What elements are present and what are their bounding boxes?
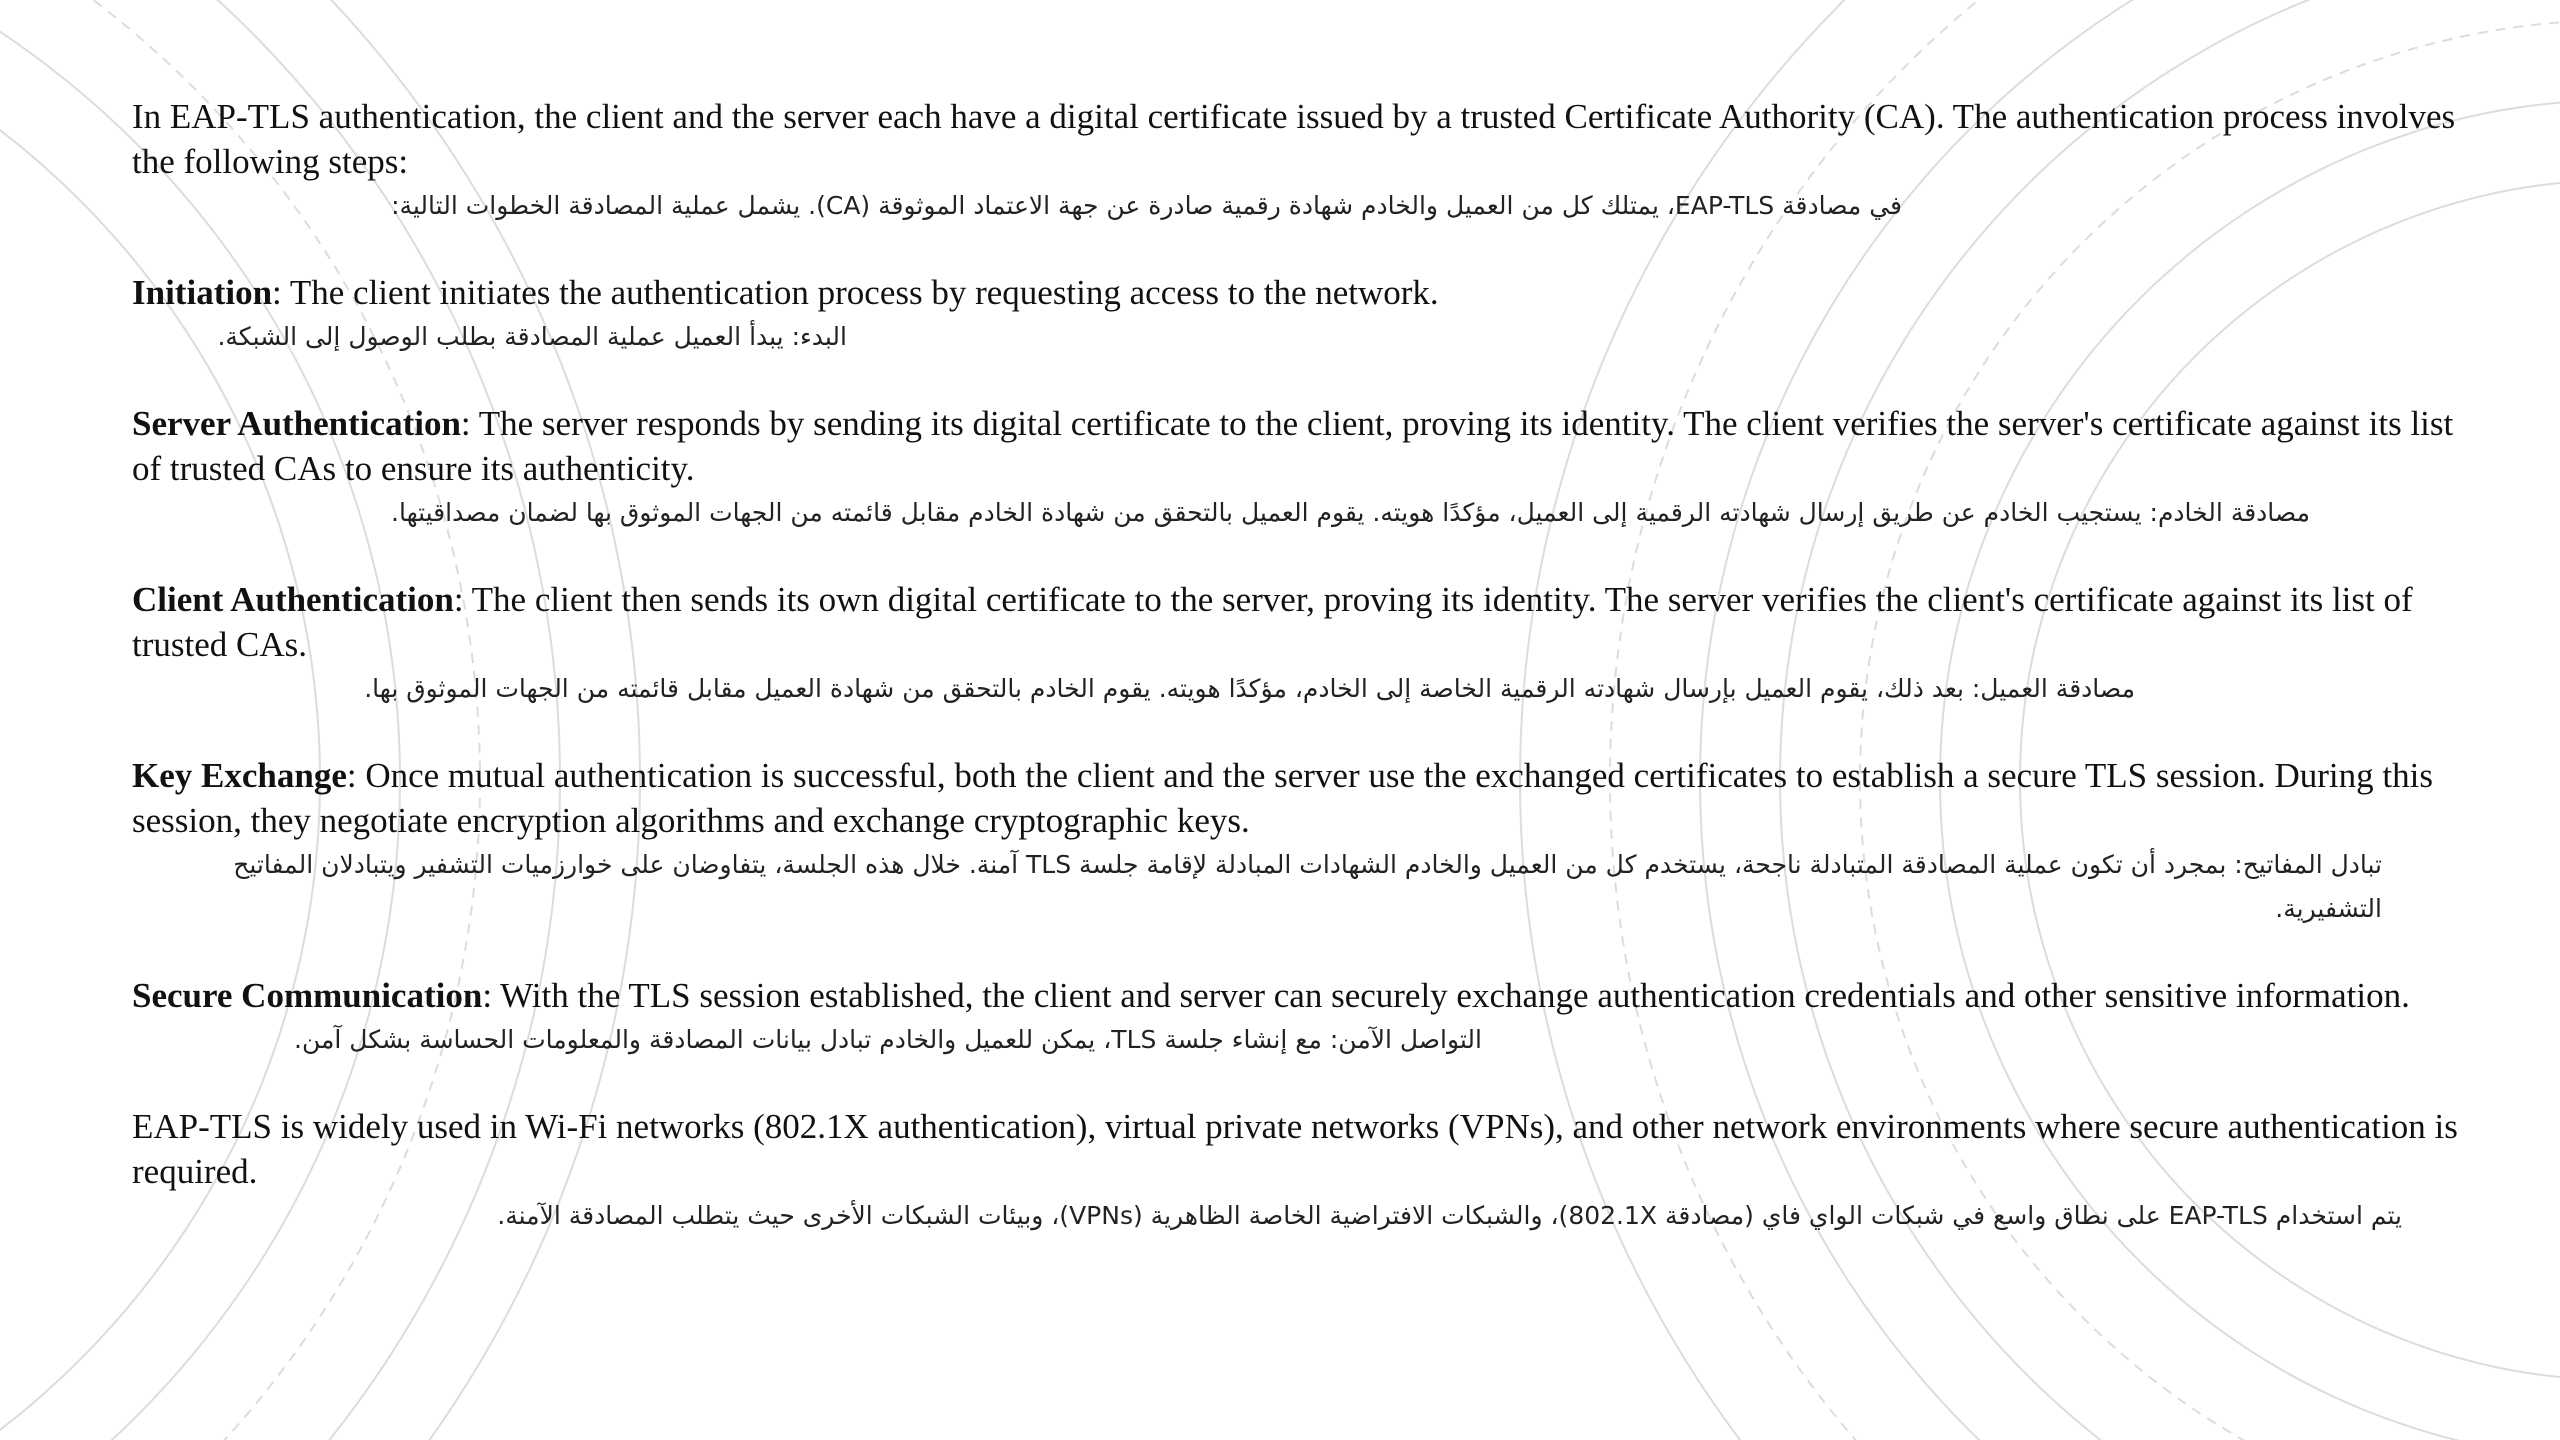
- step-secure-communication: [132, 973, 2462, 1062]
- step-title: Secure Communication: [132, 976, 483, 1015]
- step-key-exchange: [132, 753, 2462, 931]
- step-paragraph: [132, 973, 2462, 1018]
- step-paragraph: [132, 753, 2462, 843]
- step-title: Initiation: [132, 273, 273, 312]
- closing-english: EAP-TLS is widely used in Wi-Fi networks (802.1X authentication), virtual private networks (VPNs), and other network environments where secure authentication is required.: [132, 1107, 2458, 1191]
- step-text: : The client initiates the authentication process by requesting access to the network.: [272, 273, 1439, 312]
- step-arabic: مصادقة العميل: بعد ذلك، يقوم العميل بإرسال شهادته الرقمية الخاصة إلى الخادم، مؤكدًا هويته. يقوم الخادم بالتحقق من شهادة العميل مقابل قائمته من الجهات الموثوق بها.: [364, 674, 2135, 703]
- step-title: Key Exchange: [132, 756, 347, 795]
- slide-content: [132, 94, 2462, 1238]
- step-arabic: البدء: يبدأ العميل عملية المصادقة بطلب الوصول إلى الشبكة.: [217, 322, 847, 351]
- step-client-authentication: [132, 577, 2462, 711]
- step-paragraph: [132, 577, 2462, 667]
- step-paragraph: [132, 401, 2462, 491]
- step-arabic: تبادل المفاتيح: بمجرد أن تكون عملية المصادقة المتبادلة ناجحة، يستخدم كل من العميل والخادم الشهادات المبادلة لإقامة جلسة TLS آمنة. خلال هذه الجلسة، يتفاوضان على خوارزميات التشفير ويتبادلان المفاتيح التشفيرية.: [233, 850, 2382, 923]
- intro-section: [132, 94, 2462, 228]
- step-title: Server Authentication: [132, 404, 461, 443]
- step-arabic: مصادقة الخادم: يستجيب الخادم عن طريق إرسال شهادته الرقمية إلى العميل، مؤكدًا هويته. يقوم العميل بالتحقق من شهادة الخادم مقابل قائمته من الجهات الموثوق بها لضمان مصداقيتها.: [391, 498, 2310, 527]
- step-arabic: التواصل الآمن: مع إنشاء جلسة TLS، يمكن للعميل والخادم تبادل بيانات المصادقة والمعلومات الحساسة بشكل آمن.: [294, 1025, 1482, 1054]
- step-text: : The server responds by sending its digital certificate to the client, proving its identity. The client verifies the server's certificate against its list of trusted CAs to ensure its authenticity.: [132, 404, 2454, 488]
- intro-english: In EAP-TLS authentication, the client and the server each have a digital certificate issued by a trusted Certificate Authority (CA). The authentication process involves the following steps:: [132, 97, 2456, 181]
- step-paragraph: [132, 270, 2462, 315]
- step-title: Client Authentication: [132, 580, 454, 619]
- step-text: : The client then sends its own digital certificate to the server, proving its identity. The server verifies the client's certificate against its list of trusted CAs.: [132, 580, 2413, 664]
- closing-section: [132, 1104, 2462, 1238]
- intro-arabic: في مصادقة EAP-TLS، يمتلك كل من العميل والخادم شهادة رقمية صادرة عن جهة الاعتماد الموثوقة (CA). يشمل عملية المصادقة الخطوات التالية:: [391, 191, 1902, 220]
- closing-arabic: يتم استخدام EAP-TLS على نطاق واسع في شبكات الواي فاي (مصادقة 802.1X)، والشبكات الافتراضية الخاصة الظاهرية (VPNs)، وبيئات الشبكات الأخرى حيث يتطلب المصادقة الآمنة.: [497, 1201, 2402, 1230]
- step-text: : Once mutual authentication is successful, both the client and the server use the exchanged certificates to establish a secure TLS session. During this session, they negotiate encryption algorithms and exchange cryptographic keys.: [132, 756, 2433, 840]
- step-text: : With the TLS session established, the client and server can securely exchange authentication credentials and other sensitive information.: [482, 976, 2410, 1015]
- step-server-authentication: [132, 401, 2462, 535]
- step-initiation: [132, 270, 2462, 359]
